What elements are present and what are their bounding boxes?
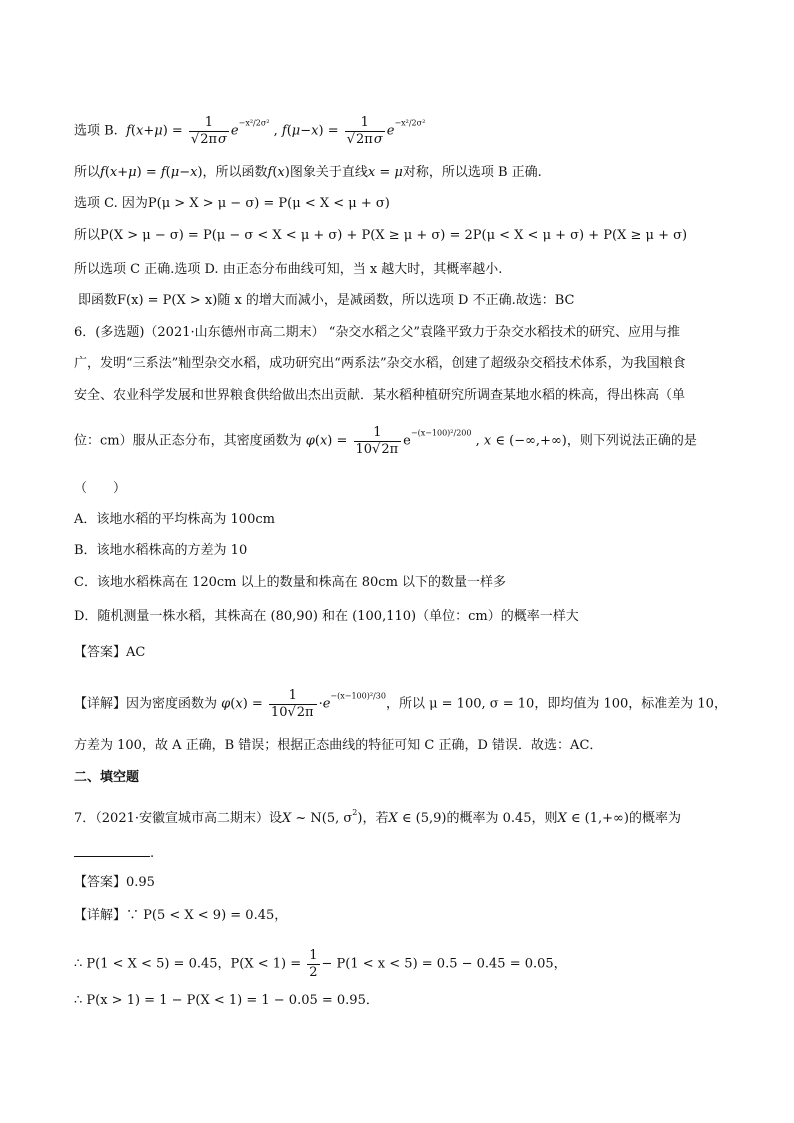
- option-a: A．该地水稻的平均株高为 100cm: [74, 512, 275, 527]
- text-line: 选项 C. 因为P(μ > X > μ − σ) = P(μ < X < μ + σ): [74, 196, 390, 211]
- option-d: D．随机测量一株水稻，其株高在 (80,90) 和在 (100,110)（单位：cm）的概率一样大: [74, 609, 579, 624]
- answer-7: 【答案】0.95: [74, 875, 155, 890]
- question-6-text: 安全、农业科学发展和世界粮食供给做出杰出贡献．某水稻种植研究所调查某地水稻的株高，得出株高（单: [74, 388, 686, 403]
- detail-6-formula: 【详解】因为密度函数为 φ(x) = $\frac{1}{10√2\pi}$ $\cdot e^{-(x-100)^2/30}$，所以 μ = 100, σ = 10，即均值为 100，标准差为 10，: [74, 688, 727, 720]
- detail-6-text: 方差为 100，故 A 正确，B 错误；根据正态曲线的特征可知 C 正确，D 错误．故选：AC．: [74, 738, 603, 753]
- text-line: 所以f(x+μ) = f(μ−x)，所以函数f(x)图象关于直线x = μ对称，所以选项 B 正确.: [74, 165, 542, 180]
- detail-7-text: 【详解】∵ P(5 < X < 9) = 0.45，: [74, 908, 288, 923]
- option-c: C．该地水稻株高在 120cm 以上的数量和株高在 80cm 以下的数量一样多: [74, 575, 507, 590]
- text-line: 所以P(X > μ − σ) = P(μ − σ < X < μ + σ) + P(X ≥ μ + σ) = 2P(μ < X < μ + σ) + P(X ≥ μ + σ): [74, 228, 688, 243]
- option-b: B．该地水稻株高的方差为 10: [74, 543, 248, 558]
- question-6-text: 广，发明“三系法”籼型杂交水稻，成功研究出“两系法”杂交水稻，创建了超级杂交稻技术体系，为我国粮食: [74, 356, 686, 371]
- text-line: 即函数F(x) = P(X > x)随 x 的增大而减小，是减函数，所以选项 D 不正确.故选：BC: [78, 293, 575, 308]
- question-6-paren: （ ）: [74, 481, 127, 496]
- answer-6: 【答案】AC: [74, 645, 146, 660]
- question-7-text: 7．（2021·安徽宣城市高二期末）设X ~ N(5, $\sigma^2$)，若X ∈ (5,9)的概率为 0.45，则X ∈ (1,+∞)的概率为: [74, 808, 681, 826]
- question-6-text: 6．(多选题)（2021·山东德州市高二期末） “杂交水稻之父”袁隆平致力于杂交水稻技术的研究、应用与推: [74, 325, 681, 340]
- detail-7-text: ∴ P(x > 1) = 1 − P(X < 1) = 1 − 0.05 = 0.95．: [74, 993, 379, 1008]
- detail-7-formula: ∴ P(1 < X < 5) = 0.45，P(X < 1) = $\frac{1}{2}$ − P(1 < x < 5) = 0.5 − 0.45 = 0.05，: [74, 948, 567, 980]
- section-heading: 二、填空题: [74, 770, 140, 785]
- text-line: 所以选项 C 正确.选项 D. 由正态分布曲线可知，当 x 越大时，其概率越小.: [74, 262, 503, 277]
- option-b-formula: 选项 B. f(x+μ) = $\frac{1}{√2\pi\sigma}$ $e^{-x^2/2\sigma^2}$ , f(μ−x) = $\frac{1}{√2\pi\sigma}$ $e^{-x^2/2\sigma^2}$: [74, 115, 426, 147]
- answer-blank: .: [74, 844, 724, 862]
- question-6-formula: 位：cm）服从正态分布，其密度函数为 φ(x) = $\frac{1}{10√2\pi}$ $e^{-(x-100)^2/200}$ , x ∈ (−∞,+∞)，则下列说法正确的是: [74, 425, 697, 457]
